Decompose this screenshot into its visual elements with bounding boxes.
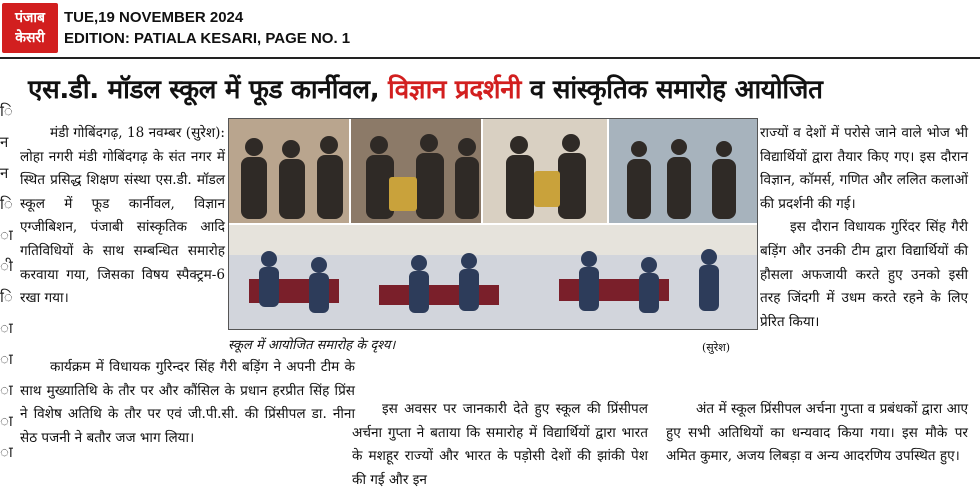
margin-fragment: न	[0, 133, 9, 151]
newspaper-logo	[2, 3, 58, 53]
margin-fragment: ा	[0, 226, 13, 244]
edition-line: EDITION: PATIALA KESARI, PAGE NO. 1	[64, 30, 351, 47]
article-column-4	[760, 122, 968, 334]
article-paragraph-6: अंत में स्कूल प्रिंसीपल अर्चना गुप्ता व प्रबंधकों द्वारा आए हुए सभी अतिथियों का धन्यवाद किया गया। इस मौके पर अमित कुमार, अजय लिबड़ा व अन्य आदरणिय उपस्थित हुए।	[666, 401, 968, 465]
article-paragraph-4: राज्यों व देशों में परोसे जाने वाले भोज भी विद्यार्थियों द्वारा तैयार किए गए। इस दौरान विज्ञान, कॉमर्स, गणित और ललित कलाओं की प्रदर्शनी की गई।	[760, 125, 968, 212]
margin-fragment: ा	[0, 350, 13, 368]
header-divider	[0, 57, 980, 59]
edition-info	[64, 7, 350, 49]
article-column-3	[666, 398, 968, 469]
photo-caption: स्कूल में आयोजित समारोह के दृश्य।	[228, 338, 396, 353]
margin-fragment: ी	[0, 257, 13, 275]
article-paragraph-1: मंडी गोबिंदगढ़, 18 नवम्बर (सुरेश): लोहा नगरी मंडी गोबिंदगढ़ के संत नगर में स्थित प्रसिद्ध शिक्षण संस्था एस.डी. मॉडल स्कूल में फूड कार्नीवल, विज्ञान एग्जीबिशन, पंजाबी सांस्कृतिक आदि गतिविधियों के साथ सम्बन्धित समारोह करवाया गया, जिसका विषय स्पैक्ट्रम-6 रखा गया।	[20, 125, 225, 307]
article-column-1	[20, 122, 225, 311]
article-paragraph-2: कार्यक्रम में विधायक गुरिन्दर सिंह गैरी बड़िंग ने अपनी टीम के साथ मुख्यातिथि के तौर पर और कौंसिल के प्रधान हरप्रीत सिंह प्रिंस ने विशेष अतिथि के तौर पर एवं जी.पी.सी. की प्रिंसीपल डा. नीना सेठ पजनी ने बतौर जज भाग लिया।	[20, 359, 355, 446]
photo-credit: (सुरेश)	[702, 341, 730, 354]
margin-fragment: ि	[0, 102, 13, 120]
headline-part-1: एस.डी. मॉडल स्कूल में फूड कार्नीवल,	[28, 75, 389, 105]
margin-fragment: ि	[0, 288, 13, 306]
photo-collage-image	[229, 119, 757, 329]
article-column-1-continued	[20, 356, 355, 450]
margin-fragment: ा	[0, 381, 13, 399]
margin-fragment: ि	[0, 195, 13, 213]
article-headline	[28, 70, 976, 110]
article-paragraph-3: इस अवसर पर जानकारी देते हुए स्कूल की प्रिंसीपल अर्चना गुप्ता ने बताया कि समारोह में विद्यार्थियों द्वारा भारत के मशहूर राज्यों और भारत के पड़ोसी देशों की झांकी पेश की गई और इन	[352, 401, 648, 488]
logo-line-1: पंजाब	[15, 10, 45, 26]
margin-fragment: ा	[0, 412, 13, 430]
headline-highlight: विज्ञान प्रदर्शनी	[388, 75, 522, 105]
publication-date: TUE,19 NOVEMBER 2024	[64, 9, 244, 26]
headline-part-3: व सांस्कृतिक समारोह आयोजित	[521, 75, 823, 105]
event-photo-collage	[228, 118, 758, 330]
left-margin-cut-text	[0, 96, 16, 468]
margin-fragment: न	[0, 164, 9, 182]
margin-fragment: ा	[0, 443, 13, 461]
article-paragraph-5: इस दौरान विधायक गुरिंदर सिंह गैरी बड़िंग और उनकी टीम द्वारा विद्यार्थियों की हौसला अफजायी करते हुए उनको इसी तरह जिंदगी में उधम करते रहने के लिए प्रेरित किया।	[760, 219, 968, 330]
article-column-2	[352, 398, 648, 492]
margin-fragment: ा	[0, 319, 13, 337]
logo-line-2: केसरी	[15, 30, 45, 46]
